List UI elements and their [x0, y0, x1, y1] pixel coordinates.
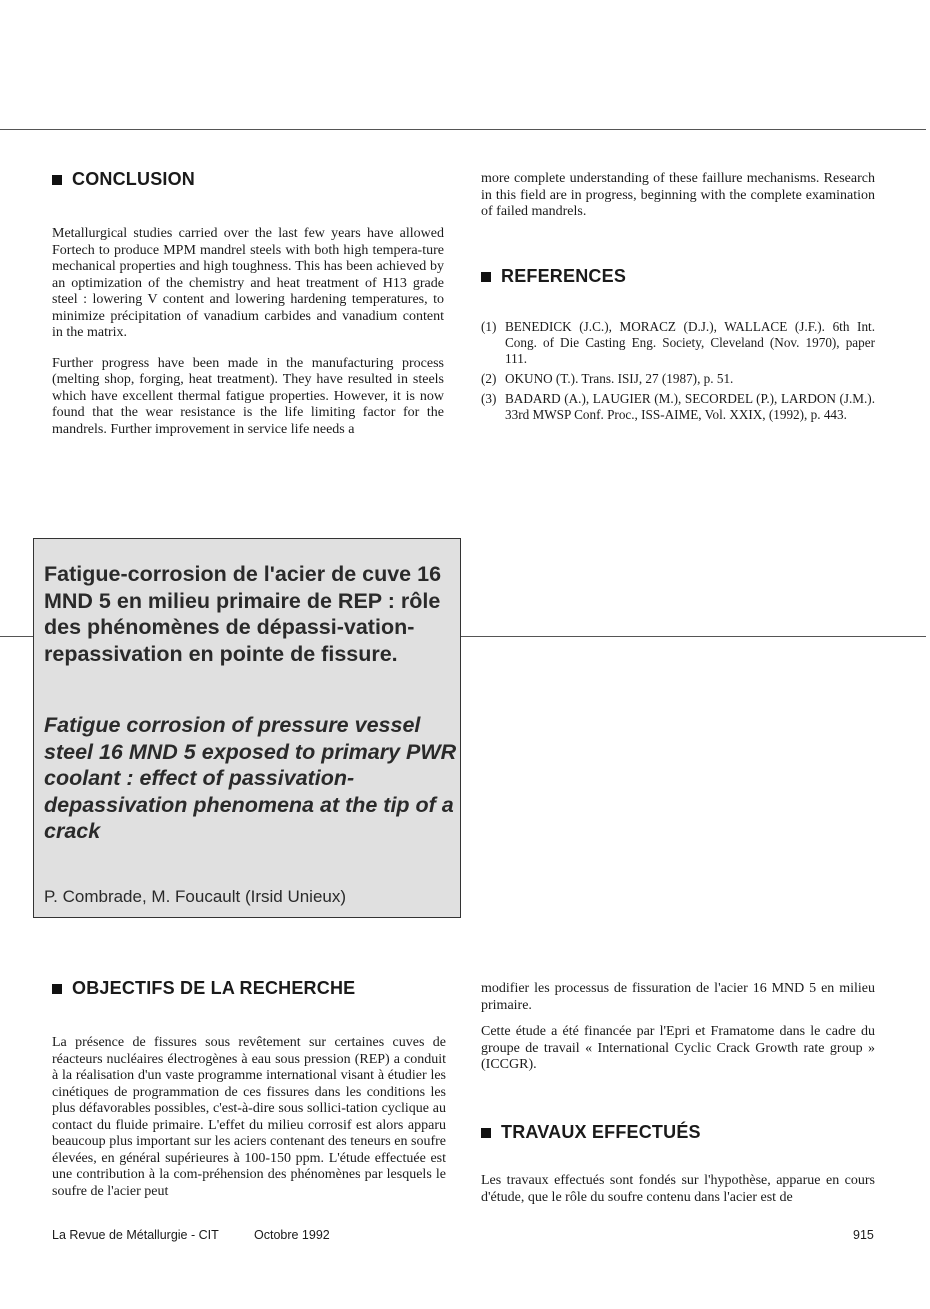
- reference-number: (3): [481, 391, 497, 406]
- reference-item: [481, 371, 875, 387]
- title-english: Fatigue corrosion of pressure vessel steel 16 MND 5 exposed to primary PWR coolant : effect of passivation-depassivation phenomena at the tip of a crack: [44, 713, 457, 843]
- reference-text: BENEDICK (J.C.), MORACZ (D.J.), WALLACE (J.F.). 6th Int. Cong. of Die Casting Eng. Society, Cleveland (Nov. 1970), paper 111.: [505, 319, 875, 366]
- conclusion-section: [52, 169, 444, 438]
- top-rule: [0, 129, 926, 130]
- conclusion-heading: [52, 169, 444, 190]
- travaux-section: [481, 1122, 875, 1206]
- bullet-icon: [52, 175, 62, 185]
- bullet-icon: [52, 984, 62, 994]
- conclusion-continued: [481, 171, 875, 221]
- conclusion-heading-text: CONCLUSION: [72, 169, 195, 189]
- bullet-icon: [481, 272, 491, 282]
- reference-number: (2): [481, 371, 497, 386]
- reference-item: [481, 319, 875, 367]
- references-section: [481, 266, 875, 427]
- reference-item: [481, 391, 875, 423]
- conclusion-paragraph-2: Further progress have been made in the manufacturing process (melting shop, forging, heat treatment). They have resulted in steels which have excellent thermal fatigue properties. However, it is now found that the wear resistance is the life limiting factor for the mandrels. Further improvement in service life needs a: [52, 355, 444, 437]
- references-list: [481, 319, 875, 423]
- references-heading-text: REFERENCES: [501, 266, 627, 286]
- conclusion-paragraph-1: Metallurgical studies carried over the last few years have allowed Fortech to produce MPM mandrel steels with both high tempera-ture mechanical properties and high toughness. This has been achieved by an optimization of the chemistry and heat treatment of H13 grade steel : lowering V content and lowering hardening temperatures, to minimize précipitation of vanadium carbides and vanadium content in the matrix.: [52, 226, 444, 340]
- footer-journal: La Revue de Métallurgie - CIT: [52, 1228, 219, 1242]
- references-heading: [481, 266, 875, 287]
- travaux-heading: [481, 1122, 875, 1143]
- reference-number: (1): [481, 319, 497, 334]
- reference-text: OKUNO (T.). Trans. ISIJ, 27 (1987), p. 51.: [505, 371, 734, 386]
- objectifs-paragraph-2: modifier les processus de fissuration de l'acier 16 MND 5 en milieu primaire.: [481, 981, 875, 1013]
- travaux-heading-text: TRAVAUX EFFECTUÉS: [501, 1122, 701, 1142]
- objectifs-paragraph-1: La présence de fissures sous revêtement sur certaines cuves de réacteurs nucléaires électrogènes à eau sous pression (REP) a conduit à la réalisation d'un vaste programme international visant à étudier les cinétiques de programmation de ces fissures dans les conditions les plus défavorables possibles, c'est-à-dire sous sollici-tation cyclique au contact du fluide primaire. L'effet du milieu corrosif est alors apparu beaucoup plus important sur les aciers contenant des teneurs en soufre élevées, en général supérieures à 100-150 ppm. L'étude effectuée est une contribution à la com-préhension des phénomènes par lesquels le soufre de l'acier peut: [52, 1035, 446, 1199]
- objectifs-paragraph-3: Cette étude a été financée par l'Epri et Framatome dans le cadre du groupe de travail « International Cyclic Crack Growth rate group » (ICCGR).: [481, 1024, 875, 1072]
- conclusion-paragraph-3: more complete understanding of these faillure mechanisms. Research in this field are in progress, beginning with the complete examination of failed mandrels.: [481, 171, 875, 219]
- authors: P. Combrade, M. Foucault (Irsid Unieux): [44, 887, 347, 906]
- page-number: 915: [853, 1228, 874, 1242]
- article-title-box: [33, 538, 461, 918]
- objectifs-heading-text: OBJECTIFS DE LA RECHERCHE: [72, 978, 356, 998]
- reference-text: BADARD (A.), LAUGIER (M.), SECORDEL (P.), LARDON (J.M.). 33rd MWSP Conf. Proc., ISS-AIME, Vol. XXIX, (1992), p. 443.: [505, 391, 875, 422]
- travaux-paragraph-1: Les travaux effectués sont fondés sur l'hypothèse, apparue en cours d'étude, que le rôle du soufre contenu dans l'acier est de: [481, 1173, 875, 1205]
- objectifs-heading: [52, 978, 446, 999]
- objectifs-continued: [481, 981, 875, 1074]
- objectifs-section: [52, 978, 446, 1200]
- bullet-icon: [481, 1128, 491, 1138]
- title-french: Fatigue-corrosion de l'acier de cuve 16 MND 5 en milieu primaire de REP : rôle des phénomènes de dépassi-vation-repassivation en pointe de fissure.: [44, 562, 442, 666]
- footer-date: Octobre 1992: [254, 1228, 330, 1242]
